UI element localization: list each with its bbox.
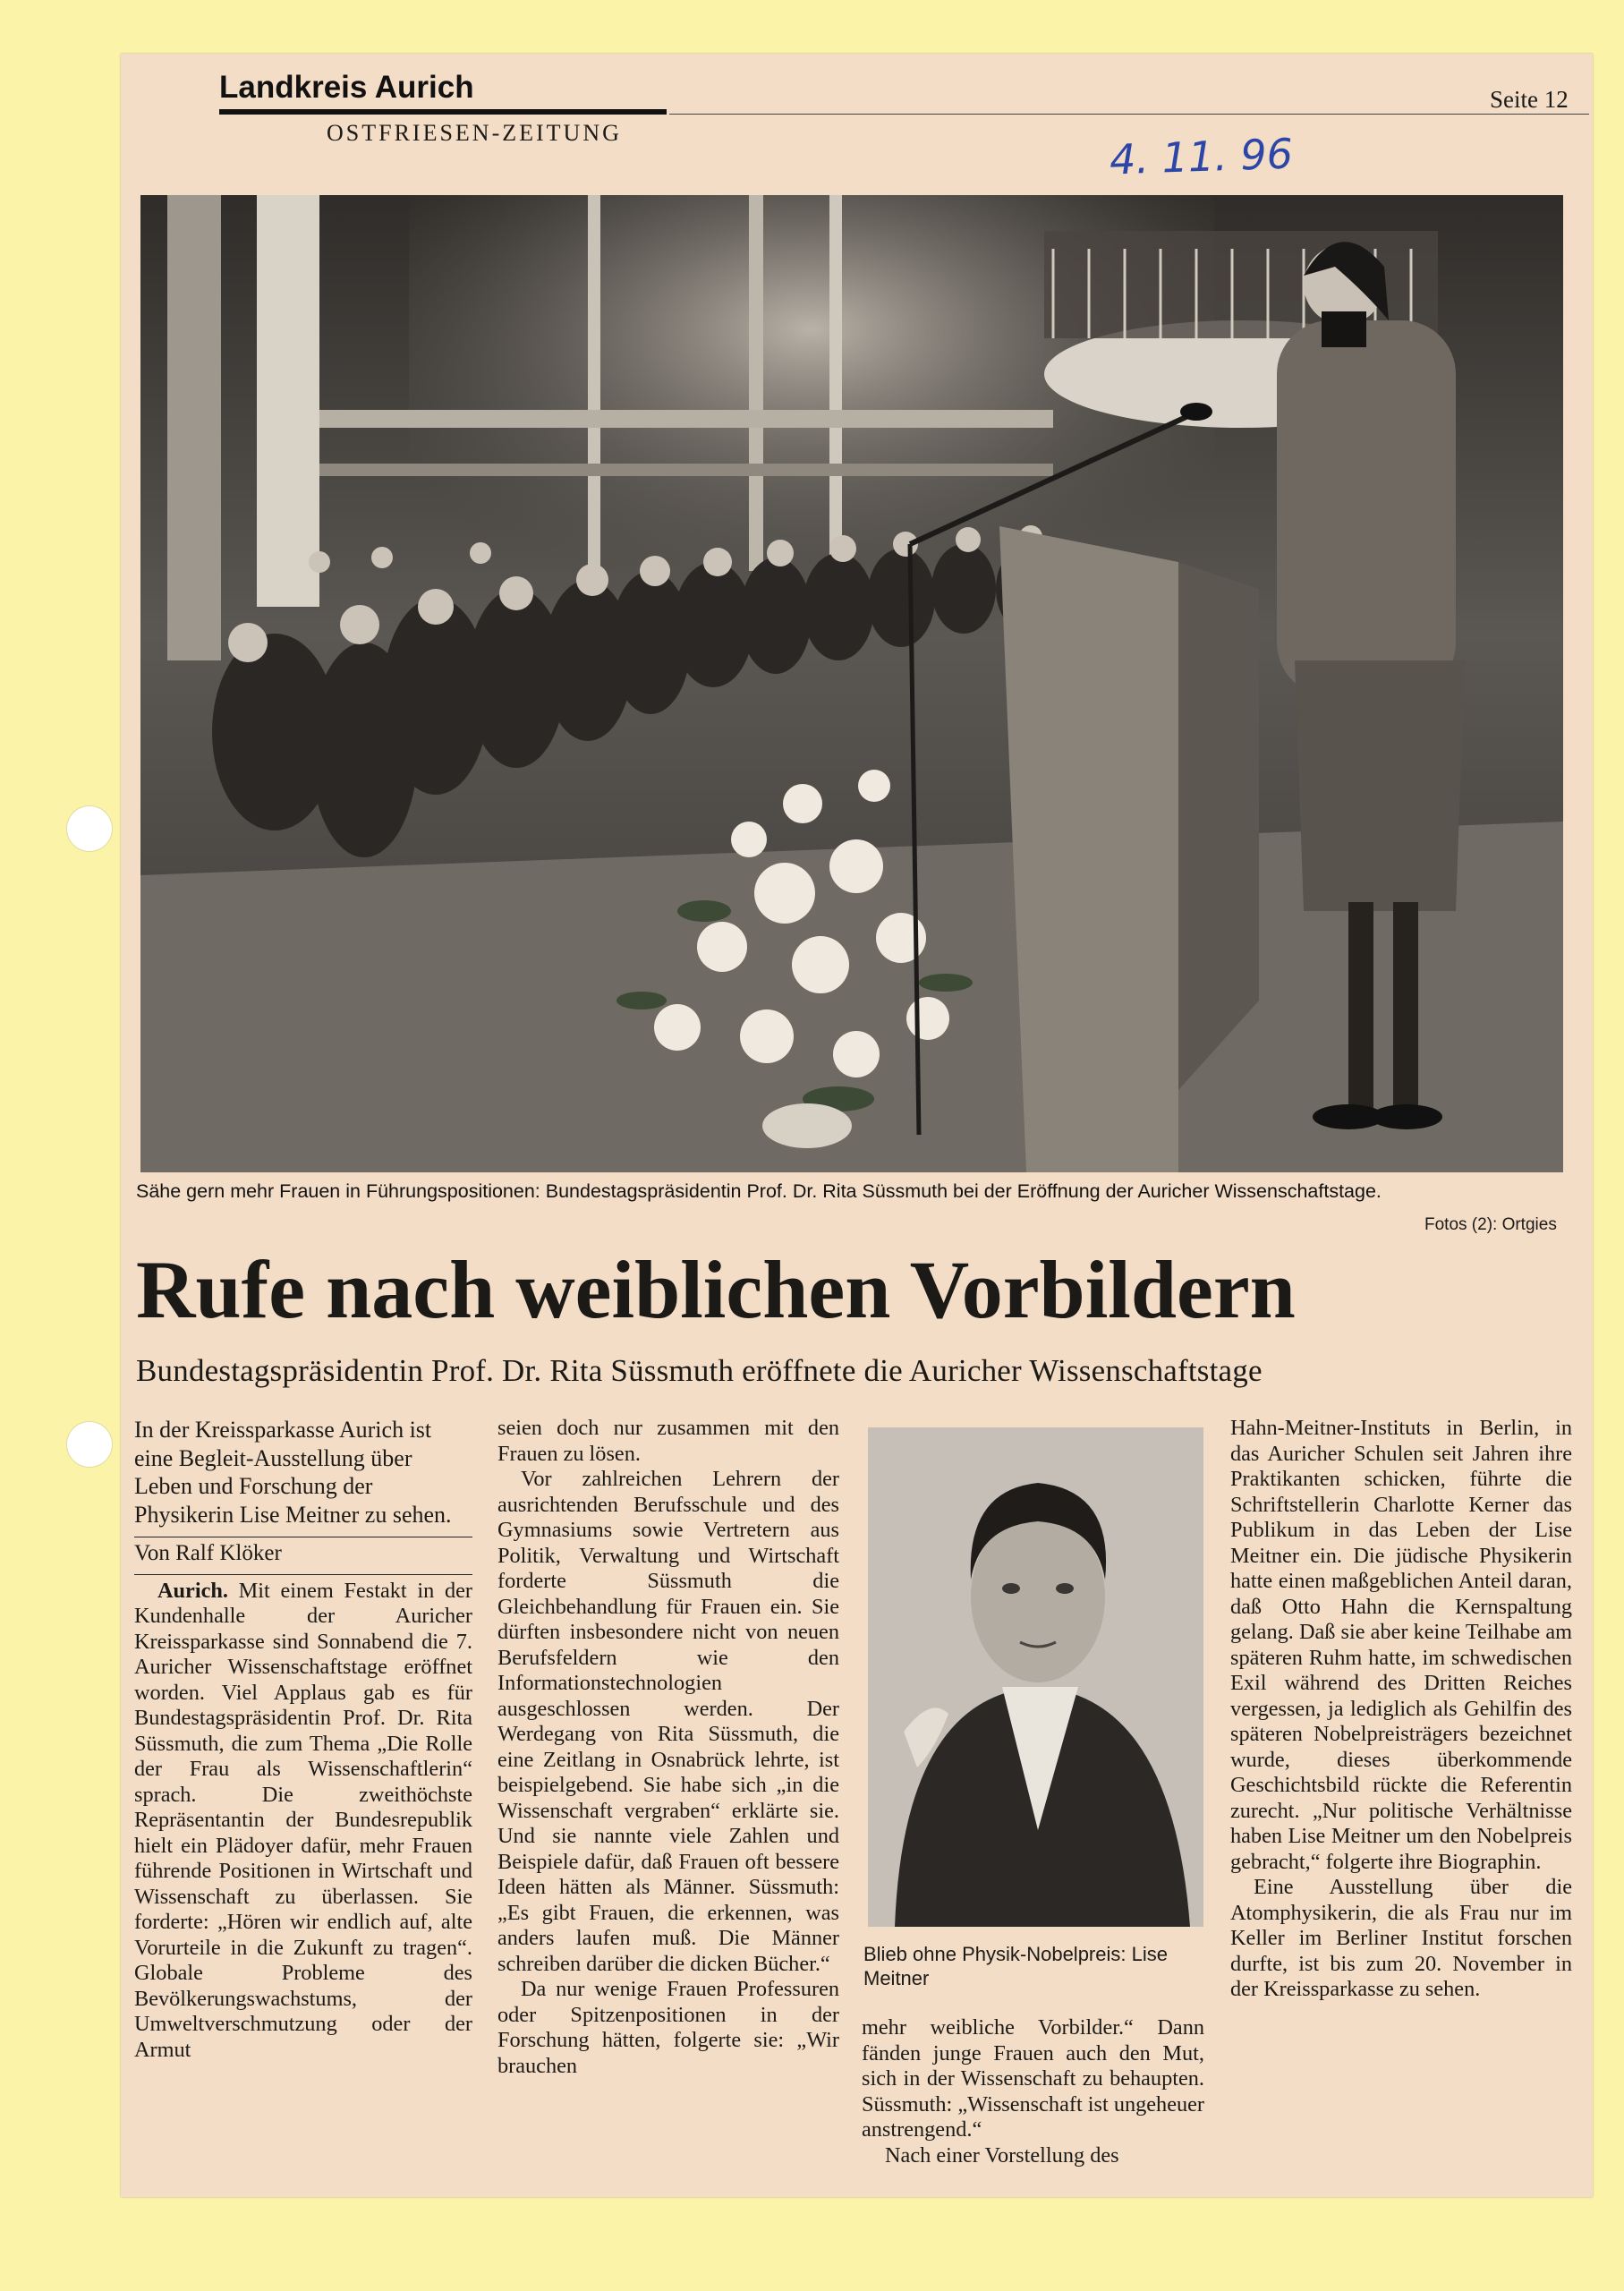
article-column-2	[497, 1416, 839, 2079]
handwritten-date: 4. 11. 96	[1109, 129, 1294, 184]
article-column-4	[1230, 1416, 1572, 2003]
photo-caption: Sähe gern mehr Frauen in Führungspositionen: Bundestagspräsidentin Prof. Dr. Rita Süssmuth bei der Eröffnung der Auricher Wissenschaftstage.	[136, 1180, 1382, 1202]
article-paragraph: seien doch nur zusammen mit den Frauen zu lösen.	[497, 1416, 839, 1466]
main-photo	[140, 195, 1563, 1172]
portrait-photo	[868, 1427, 1203, 1927]
article-column-1	[134, 1416, 472, 2063]
header-divider	[669, 114, 1589, 115]
page-number: Seite 12	[1490, 86, 1569, 113]
dateline: Aurich.	[157, 1578, 228, 1603]
newspaper-name: OSTFRIESEN-ZEITUNG	[327, 120, 622, 146]
divider	[134, 1574, 472, 1575]
article-paragraph	[134, 1579, 472, 2064]
section-rule	[219, 109, 667, 115]
punch-hole-bottom	[66, 1421, 113, 1468]
article-paragraph: Eine Ausstellung über die Atomphysikerin, die als Frau nur im Keller im Berliner Institut forschen durfte, ist bis zum 20. November in der Kreissparkasse zu sehen.	[1230, 1875, 1572, 2001]
punch-hole-top	[66, 805, 113, 852]
article-paragraph: Hahn-Meitner-Instituts in Berlin, in das Auricher Schulen seit Jahren ihre Praktikanten schicken, führte die Schriftstellerin Charlotte Kerner das Publikum in das Leben der Lise Meitner ein. Die jüdische Physikerin hatte einen maßgeblichen Anteil daran, daß Otto Hahn die Kernspaltung gelang. Daß sie aber keine Teilhabe am späteren Ruhm hatte, im schwedischen Exil während des Dritten Reiches vergessen, ja lediglich als Gehilfin des späteren Nobelpreisträgers bezeichnet wurde, dieses überkommende Geschichtsbild rückte die Referentin zurecht. „Nur politische Verhältnisse haben Lise Meitner um den Nobelpreis gebracht,“ folgerte ihre Biographin.	[1230, 1416, 1572, 1874]
paragraph-text: Mit einem Festakt in der Kundenhalle der Auricher Kreissparkasse sind Sonnabend die 7. Auricher Wissenschaftstage eröffnet worden. Viel Applaus gab es für Bundestagspräsidentin Prof. Dr. Rita Süssmuth, die zum Thema „Die Rolle der Frau als Wissenschaftlerin“ sprach. Die zweithöchste Repräsentantin der Bundesrepublik hielt ein Plädoyer dafür, mehr Frauen führende Positionen in Wirtschaft und Wissenschaft zu überlassen. Sie forderte: „Hören wir endlich auf, alte Vorurteile in die Zukunft zu tragen“. Globale Probleme des Bevölkerungswachstums, der Umweltverschmutzung oder der Armut	[134, 1578, 472, 2062]
article-intro: In der Kreissparkasse Aurich ist eine Begleit-Ausstellung über Leben und Forschung der Physikerin Lise Meitner zu sehen.	[134, 1417, 452, 1528]
headline: Rufe nach weiblichen Vorbildern	[136, 1244, 1296, 1335]
portrait-caption: Blieb ohne Physik-Nobelpreis: Lise Meitner	[863, 1943, 1168, 1989]
article-paragraph: Vor zahlreichen Lehrern der ausrichtenden Berufsschule und des Gymnasiums sowie Vertretern aus Politik, Verwaltung und Wirtschaft forderte Süssmuth die Gleichbehandlung für Frauen ein. Sie dürften insbesondere nicht von neuen Berufsfeldern wie den Informationstechnologien ausgeschlossen werden. Der Werdegang von Rita Süssmuth, die eine Zeitlang in Osnabrück lehrte, ist beispielgebend. Sie habe sich „in die Wissenschaft vergraben“ erklärte sie. Und sie nannte viele Zahlen und Beispiele dafür, daß Frauen oft bessere Ideen hätten als Männer. Süssmuth: „Es gibt Frauen, die erkennen, was anders laufen muß. Die Männer schreiben darüber die dicken Bücher.“	[497, 1467, 839, 1976]
byline: Von Ralf Klöker	[134, 1541, 282, 1565]
article-column-3	[862, 2015, 1204, 2168]
photo-credit: Fotos (2): Ortgies	[1424, 1215, 1557, 1234]
section-title: Landkreis Aurich	[219, 70, 474, 105]
subheadline: Bundestagspräsidentin Prof. Dr. Rita Süssmuth eröffnete die Auricher Wissenschaftstage	[136, 1353, 1263, 1388]
article-paragraph: mehr weibliche Vorbilder.“ Dann fänden junge Frauen auch den Mut, sich in der Wissenschaft zu behaupten. Süssmuth: „Wissenschaft ist ungeheuer anstrengend.“	[862, 2015, 1204, 2142]
article-paragraph: Nach einer Vorstellung des	[885, 2142, 1119, 2168]
article-paragraph: Da nur wenige Frauen Professuren oder Spitzenpositionen in der Forschung hätten, folgerte sie: „Wir brauchen	[497, 1977, 839, 2078]
